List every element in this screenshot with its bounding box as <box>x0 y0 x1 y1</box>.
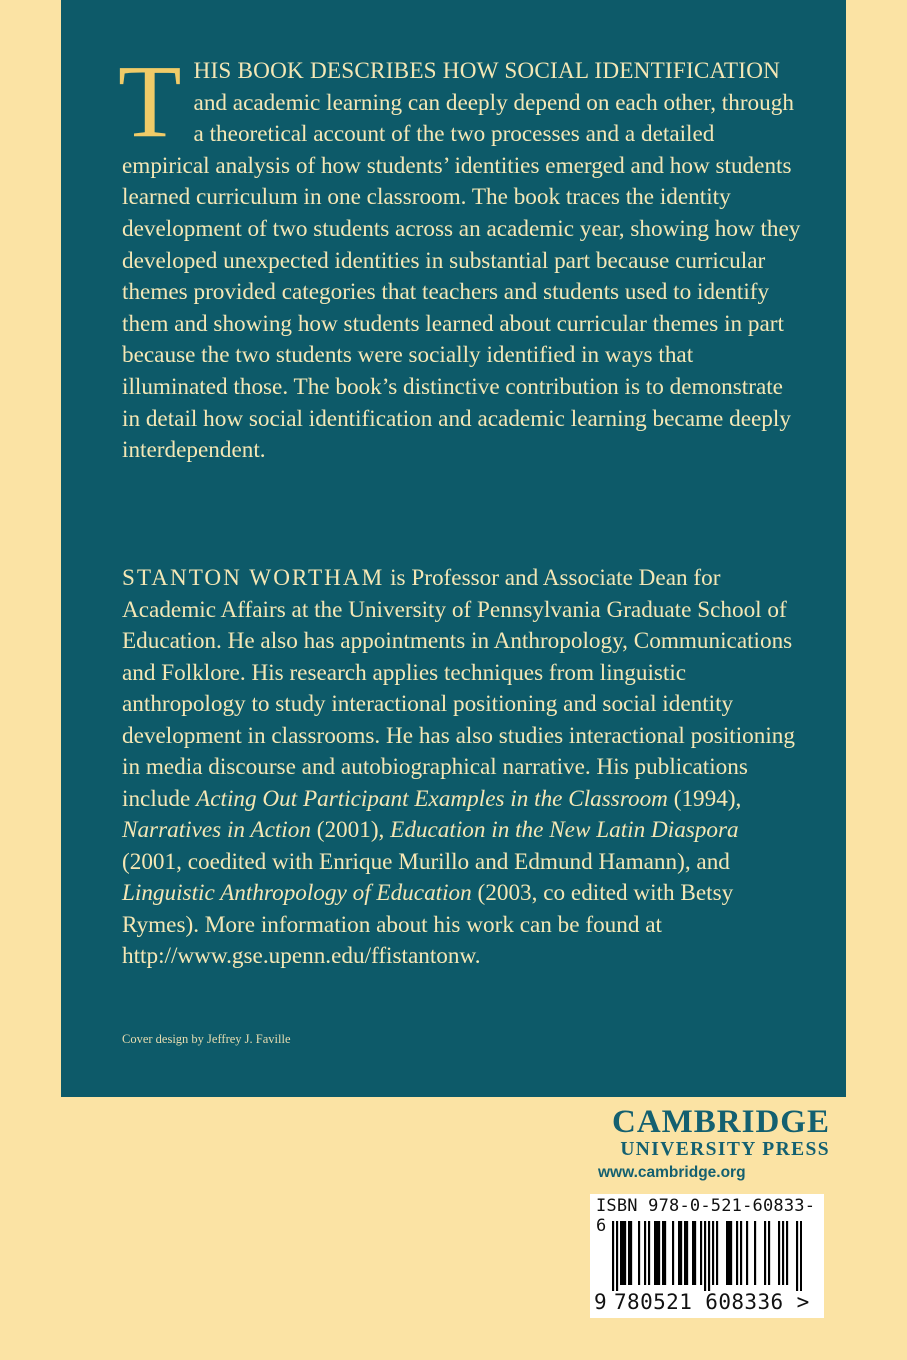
isbn-barcode <box>590 1194 824 1318</box>
barcode-bar <box>672 1221 674 1285</box>
barcode-bar <box>716 1221 718 1285</box>
barcode-bar <box>746 1221 748 1285</box>
drop-cap: T <box>118 44 182 159</box>
author-bio <box>122 563 802 973</box>
barcode-bar <box>680 1221 682 1285</box>
barcode-bar <box>656 1221 658 1285</box>
barcode-bar <box>692 1221 694 1285</box>
barcode-bar <box>708 1221 710 1291</box>
barcode-bar <box>638 1221 640 1285</box>
description-text: and academic learning can deeply depend on each other, through a theoretical account of the two processes and a detailed empirical analysis of how students’ identities emerged and how students learned curriculum in one classroom. The book traces the identity development of two students across an academic year, showing how they developed unexpected identities in substantial part because curricular themes provided categories that teachers and students used to identify them and showing how students learned about curricular themes in part because the two students were socially identified in ways that illuminated those. The book’s distinctive contribution is to demonstrate in detail how social identification and academic learning became deeply interdependent. <box>122 89 801 464</box>
description-lead: HIS BOOK DESCRIBES HOW SOCIAL IDENTIFICATION <box>193 58 781 84</box>
ean-first-digit: 9 <box>594 1290 607 1314</box>
publisher-url: www.cambridge.org <box>598 1164 746 1181</box>
barcode-bar <box>730 1221 732 1285</box>
barcode-bar <box>620 1221 622 1285</box>
barcode-bar <box>686 1221 688 1285</box>
barcode-bars <box>612 1221 802 1291</box>
cover-credit: Cover design by Jeffrey J. Faville <box>122 1032 291 1046</box>
barcode-bar <box>712 1221 714 1285</box>
barcode-bar <box>800 1221 802 1291</box>
bio-text-4: (2001, coedited with Enrique Murillo and Edmund Hamann), and <box>122 848 730 875</box>
barcode-bar <box>628 1221 630 1285</box>
barcode-bar <box>662 1221 664 1285</box>
barcode-bar <box>684 1221 686 1285</box>
ean-digits: 780521 608336 > <box>614 1290 810 1314</box>
barcode-bar <box>616 1221 618 1291</box>
barcode-bar <box>700 1221 702 1285</box>
bio-text-2: (1994), <box>673 785 742 812</box>
barcode-bar <box>736 1221 738 1285</box>
barcode-bar <box>612 1221 614 1291</box>
isbn-label: ISBN 978-0-521-60833-6 <box>596 1196 816 1236</box>
barcode-bar <box>658 1221 660 1285</box>
publication-title-3: Education in the New Latin Diaspora <box>390 817 739 843</box>
barcode-bar <box>630 1221 632 1285</box>
barcode-bar <box>694 1221 696 1285</box>
barcode-bar <box>664 1221 666 1285</box>
barcode-bar <box>764 1221 766 1285</box>
publisher-name: CAMBRIDGE <box>611 1104 830 1140</box>
barcode-bar <box>728 1221 730 1285</box>
barcode-bar <box>644 1221 646 1285</box>
publisher-subtitle: UNIVERSITY PRESS <box>620 1139 830 1160</box>
barcode-bar <box>654 1221 656 1285</box>
barcode-bar <box>740 1221 742 1285</box>
barcode-bar <box>726 1221 728 1285</box>
barcode-bar <box>678 1221 680 1285</box>
bio-text-3: (2001), <box>316 817 385 843</box>
bio-text-1: is Professor and Associate Dean for Academic Affairs at the University of Pennsylvania Graduate School of Education. He also has appointments in Anthropology, Communications and Folklore. His research applies techniques from linguistic anthropology to study interactional positioning and social identity development in classrooms. He has also studies interactional positioning in media discourse and autobiographical narrative. His publications include <box>122 565 795 812</box>
publisher-logo <box>590 1105 830 1185</box>
barcode-bar <box>704 1221 706 1291</box>
barcode-bar <box>782 1221 784 1285</box>
barcode-bar <box>648 1221 650 1285</box>
bio-text-5: (2003, co edited with Betsy Rymes). More information about his work can be found at http://www.gse.upenn.edu/ffistantonw. <box>122 880 734 969</box>
barcode-bar <box>624 1221 626 1285</box>
barcode-bar <box>796 1221 798 1291</box>
publication-title-2: Narratives in Action <box>122 817 311 843</box>
barcode-bar <box>622 1221 624 1285</box>
book-description <box>118 44 802 467</box>
barcode-bar <box>768 1221 770 1285</box>
barcode-bar <box>786 1221 788 1285</box>
barcode-bar <box>778 1221 780 1285</box>
publication-title-4: Linguistic Anthropology of Education <box>122 880 472 906</box>
barcode-bar <box>754 1221 756 1285</box>
author-name: STANTON WORTHAM <box>122 565 385 591</box>
publication-title-1: Acting Out Participant Examples in the Classroom <box>196 785 668 812</box>
